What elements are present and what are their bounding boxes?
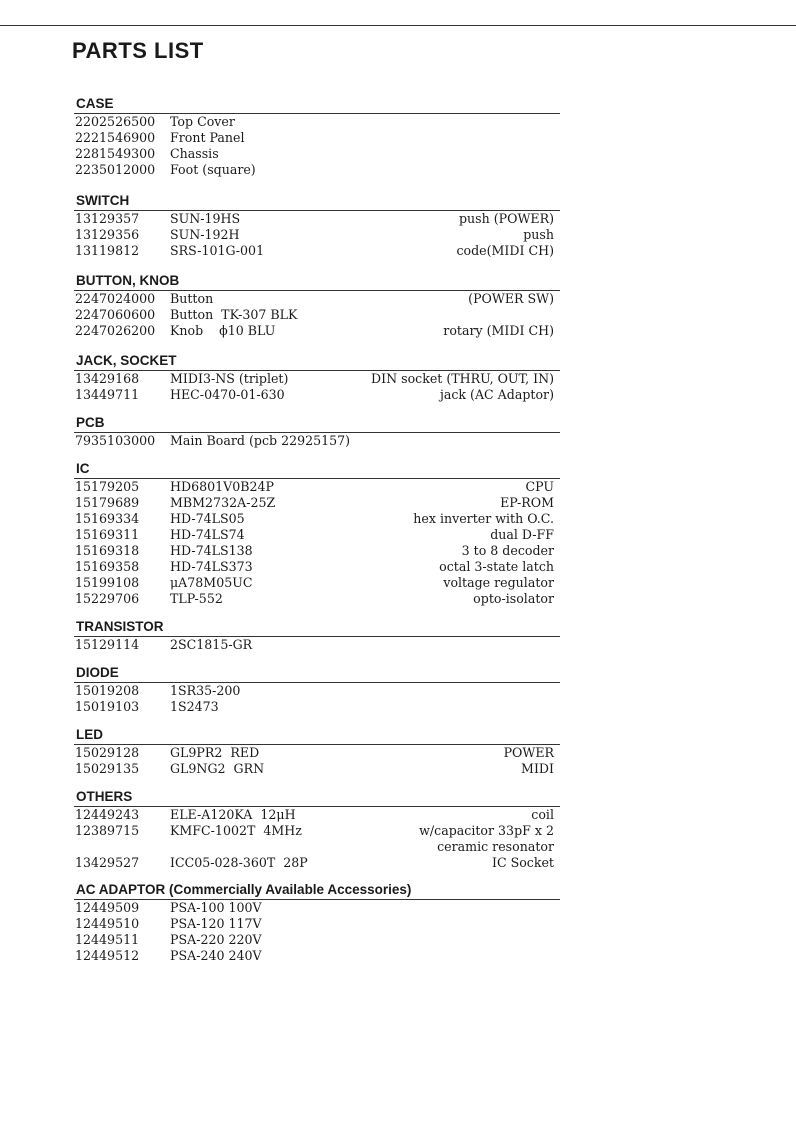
part-description: μA78M05UC — [170, 575, 253, 590]
part-row — [74, 211, 560, 227]
part-row — [74, 162, 560, 178]
part-description: HD6801V0B24P — [170, 479, 274, 494]
part-row — [74, 823, 560, 839]
page-title: PARTS LIST — [72, 38, 204, 63]
part-number: 12449511 — [75, 932, 140, 947]
part-number: 12389715 — [75, 823, 140, 838]
part-row — [74, 745, 560, 761]
part-number: 2247024000 — [75, 291, 156, 306]
part-note: w/capacitor 33pF x 2 — [419, 823, 554, 838]
part-note: EP-ROM — [500, 495, 554, 510]
part-row — [74, 114, 560, 130]
part-description: GL9PR2 RED — [170, 745, 260, 760]
part-row — [74, 807, 560, 823]
part-description: SRS-101G-001 — [170, 243, 265, 258]
part-row — [74, 855, 560, 871]
part-number: 15169334 — [75, 511, 140, 526]
part-note: octal 3-state latch — [439, 559, 554, 574]
part-description: Button TK-307 BLK — [170, 307, 298, 322]
part-note: IC Socket — [491, 855, 554, 870]
part-note: opto-isolator — [473, 591, 554, 606]
part-number: 2281549300 — [75, 146, 156, 161]
part-description: Front Panel — [170, 130, 245, 145]
part-description: PSA-100 100V — [170, 900, 262, 915]
section-title: TRANSISTOR — [74, 618, 560, 637]
part-description: KMFC-1002T 4MHz — [170, 823, 302, 838]
part-note: POWER — [503, 745, 554, 760]
section-title: AC ADAPTOR (Commercially Available Accessories) — [74, 881, 560, 900]
part-description: Main Board (pcb 22925157) — [170, 433, 351, 448]
part-description: PSA-240 240V — [170, 948, 262, 963]
part-number: 2221546900 — [75, 130, 156, 145]
part-row — [74, 433, 560, 449]
part-note: voltage regulator — [443, 575, 554, 590]
section-title: SWITCH — [74, 192, 560, 211]
part-row — [74, 916, 560, 932]
part-number: 15169318 — [75, 543, 140, 558]
part-row — [74, 839, 560, 855]
part-number: 15229706 — [75, 591, 140, 606]
part-row — [74, 559, 560, 575]
part-number: 13129356 — [75, 227, 140, 242]
section — [74, 726, 560, 777]
section — [74, 414, 560, 449]
section-title: JACK, SOCKET — [74, 352, 560, 371]
part-row — [74, 591, 560, 607]
part-description: Foot (square) — [170, 162, 256, 177]
part-description: 1S2473 — [170, 699, 219, 714]
part-row — [74, 511, 560, 527]
part-number: 15169311 — [75, 527, 140, 542]
part-number: 7935103000 — [75, 433, 156, 448]
part-number: 13119812 — [75, 243, 140, 258]
part-number: 15179689 — [75, 495, 140, 510]
section-title: BUTTON, KNOB — [74, 272, 560, 291]
part-note: push — [523, 227, 554, 242]
section — [74, 272, 560, 339]
part-row — [74, 683, 560, 699]
part-row — [74, 543, 560, 559]
part-row — [74, 387, 560, 403]
part-note: (POWER SW) — [468, 291, 554, 306]
part-number: 15019208 — [75, 683, 140, 698]
part-description: HEC-0470-01-630 — [170, 387, 285, 402]
part-note: jack (AC Adaptor) — [439, 387, 554, 402]
part-row — [74, 575, 560, 591]
part-row — [74, 900, 560, 916]
part-row — [74, 479, 560, 495]
part-number: 2235012000 — [75, 162, 156, 177]
section — [74, 352, 560, 403]
part-note: rotary (MIDI CH) — [443, 323, 554, 338]
part-number: 15019103 — [75, 699, 140, 714]
part-number: 13449711 — [75, 387, 140, 402]
part-description: HD-74LS74 — [170, 527, 245, 542]
part-note: code(MIDI CH) — [456, 243, 554, 258]
section — [74, 192, 560, 259]
part-number: 12449510 — [75, 916, 140, 931]
part-row — [74, 948, 560, 964]
section — [74, 618, 560, 653]
part-number: 2247026200 — [75, 323, 156, 338]
part-row — [74, 243, 560, 259]
section-title: CASE — [74, 95, 560, 114]
section — [74, 881, 560, 964]
part-row — [74, 291, 560, 307]
part-row — [74, 323, 560, 339]
part-description: MIDI3-NS (triplet) — [170, 371, 289, 386]
section — [74, 460, 560, 607]
section — [74, 664, 560, 715]
part-number: 12449243 — [75, 807, 140, 822]
part-number: 13129357 — [75, 211, 140, 226]
part-description: SUN-192H — [170, 227, 240, 242]
part-row — [74, 761, 560, 777]
part-description: HD-74LS373 — [170, 559, 253, 574]
part-note: DIN socket (THRU, OUT, IN) — [371, 371, 554, 386]
part-number: 15179205 — [75, 479, 140, 494]
part-note: ceramic resonator — [437, 839, 554, 854]
part-description: MBM2732A-25Z — [170, 495, 276, 510]
part-number: 15169358 — [75, 559, 140, 574]
part-note: MIDI — [521, 761, 554, 776]
part-description: 1SR35-200 — [170, 683, 241, 698]
part-description: GL9NG2 GRN — [170, 761, 265, 776]
part-description: PSA-220 220V — [170, 932, 262, 947]
part-description: Button — [170, 291, 214, 306]
part-note: hex inverter with O.C. — [413, 511, 554, 526]
part-row — [74, 227, 560, 243]
part-description: HD-74LS05 — [170, 511, 245, 526]
part-row — [74, 527, 560, 543]
part-row — [74, 932, 560, 948]
part-number: 12449512 — [75, 948, 140, 963]
part-description: SUN-19HS — [170, 211, 241, 226]
section-title: PCB — [74, 414, 560, 433]
section-title: DIODE — [74, 664, 560, 683]
part-description: Knob ϕ10 BLU — [170, 323, 276, 338]
part-description: ELE-A120KA 12μH — [170, 807, 296, 822]
part-row — [74, 495, 560, 511]
part-number: 2247060600 — [75, 307, 156, 322]
part-number: 15199108 — [75, 575, 140, 590]
part-row — [74, 371, 560, 387]
part-row — [74, 130, 560, 146]
section — [74, 788, 560, 871]
part-description: ICC05-028-360T 28P — [170, 855, 308, 870]
part-description: 2SC1815-GR — [170, 637, 253, 652]
top-rule — [0, 25, 796, 26]
part-number: 15029128 — [75, 745, 140, 760]
part-description: HD-74LS138 — [170, 543, 253, 558]
part-description: PSA-120 117V — [170, 916, 262, 931]
part-number: 12449509 — [75, 900, 140, 915]
part-number: 2202526500 — [75, 114, 156, 129]
section-title: IC — [74, 460, 560, 479]
section-title: OTHERS — [74, 788, 560, 807]
part-note: CPU — [525, 479, 554, 494]
part-note: 3 to 8 decoder — [461, 543, 554, 558]
parts-list — [74, 84, 560, 964]
part-note: push (POWER) — [459, 211, 554, 226]
part-row — [74, 699, 560, 715]
part-description: Top Cover — [170, 114, 235, 129]
section-title: LED — [74, 726, 560, 745]
part-number: 13429168 — [75, 371, 140, 386]
part-number: 15029135 — [75, 761, 140, 776]
section — [74, 95, 560, 178]
part-row — [74, 637, 560, 653]
part-description: Chassis — [170, 146, 219, 161]
part-description: TLP-552 — [170, 591, 223, 606]
part-number: 15129114 — [75, 637, 140, 652]
part-row — [74, 146, 560, 162]
part-number: 13429527 — [75, 855, 140, 870]
part-note: dual D-FF — [490, 527, 554, 542]
part-row — [74, 307, 560, 323]
part-note: coil — [531, 807, 554, 822]
